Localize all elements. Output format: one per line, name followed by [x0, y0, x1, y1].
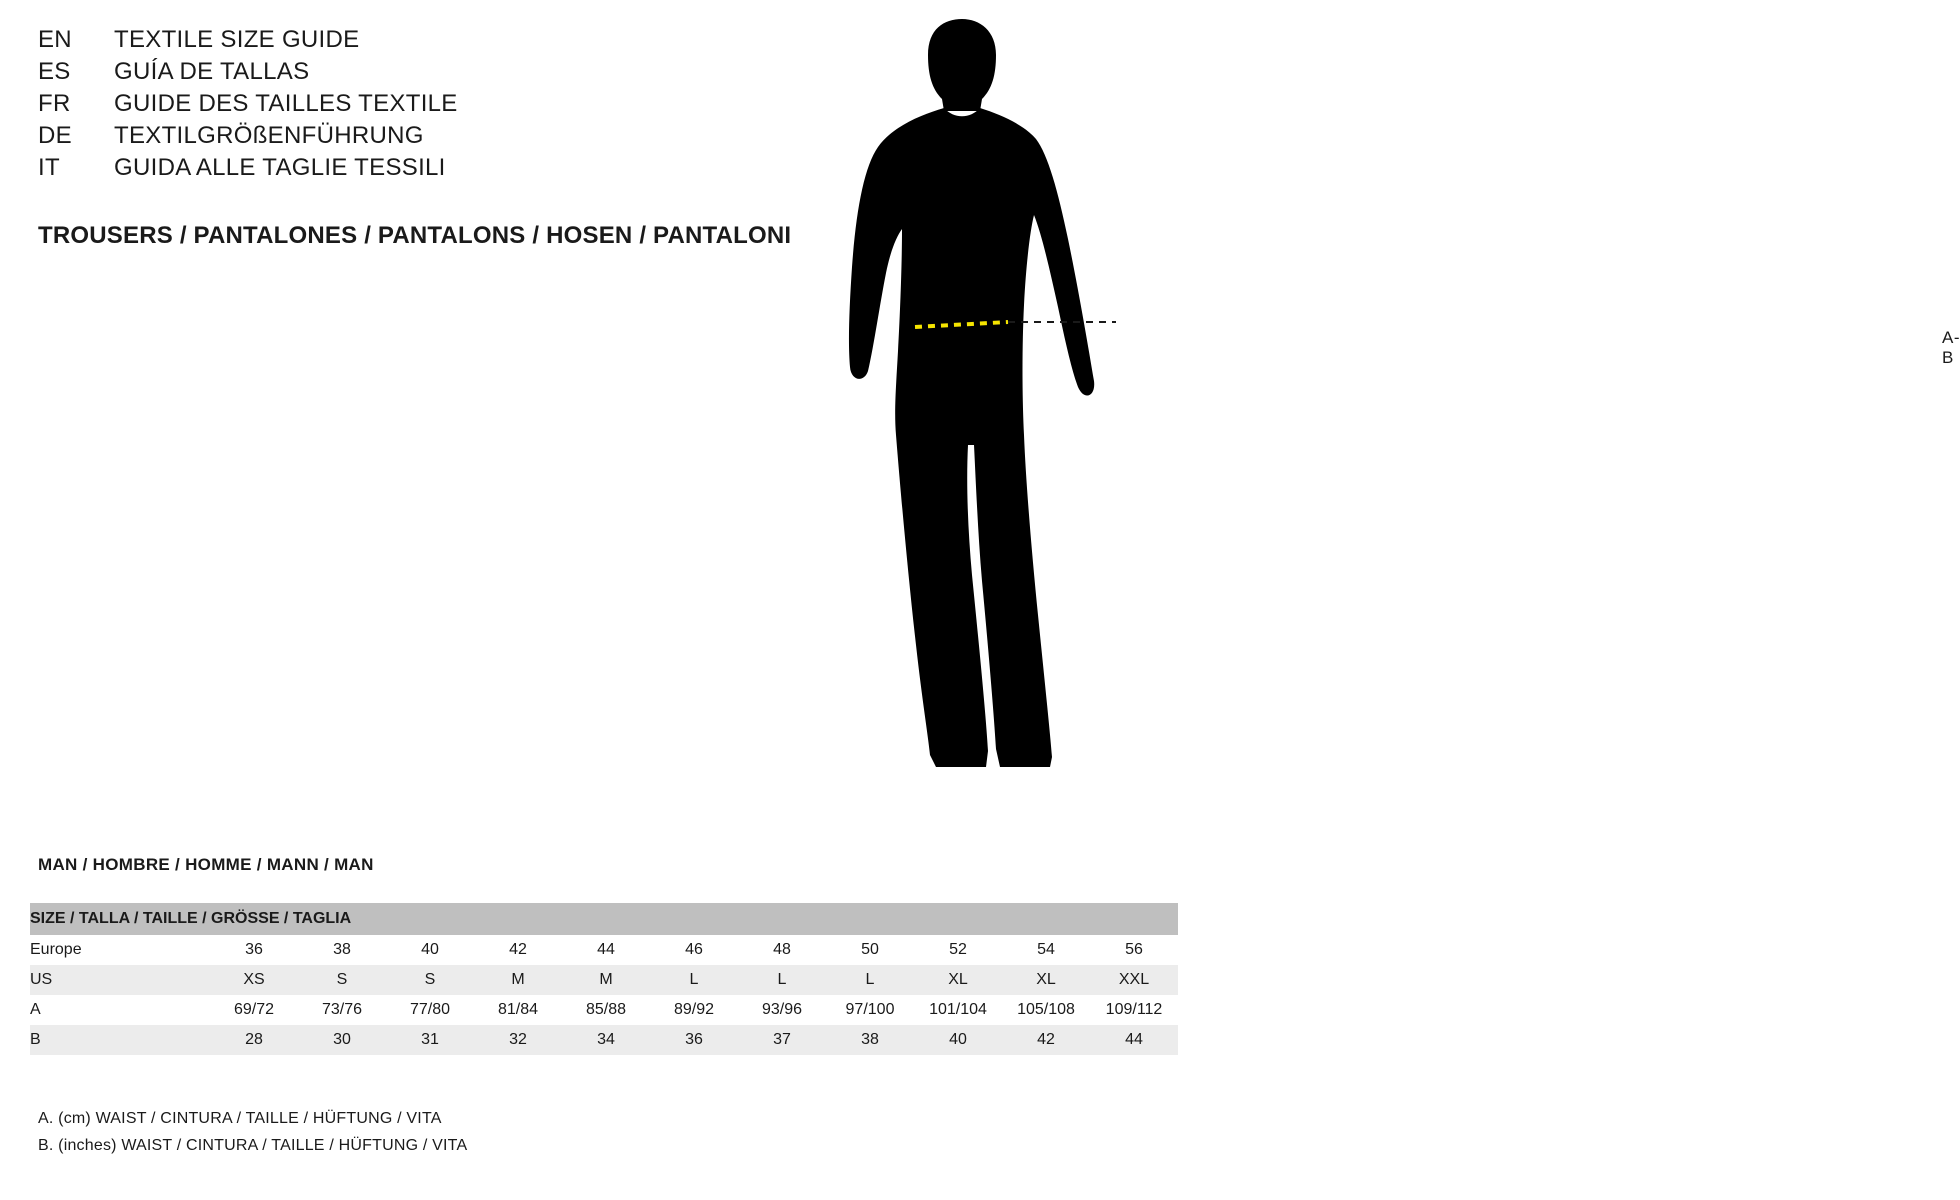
table-cell: 54 — [1002, 935, 1090, 965]
table-cell: S — [386, 965, 474, 995]
table-cell: 89/92 — [650, 995, 738, 1025]
table-cell: 30 — [298, 1025, 386, 1055]
table-cell: 46 — [650, 935, 738, 965]
table-cell: 38 — [826, 1025, 914, 1055]
table-row — [30, 995, 1178, 1025]
language-title: TEXTILGRÖßENFÜHRUNG — [114, 122, 424, 149]
table-cell: 85/88 — [562, 995, 650, 1025]
language-title: GUIDA ALLE TAGLIE TESSILI — [114, 154, 446, 181]
language-title: GUÍA DE TALLAS — [114, 58, 310, 85]
language-header-block — [38, 26, 818, 186]
table-cell: 44 — [1090, 1025, 1178, 1055]
table-cell: M — [474, 965, 562, 995]
language-row — [38, 90, 818, 122]
table-cell: 101/104 — [914, 995, 1002, 1025]
table-cell: 69/72 — [210, 995, 298, 1025]
table-cell: M — [562, 965, 650, 995]
table-row — [30, 965, 1178, 995]
row-label: US — [30, 965, 210, 995]
table-cell: L — [738, 965, 826, 995]
table-cell: 42 — [474, 935, 562, 965]
table-cell: 40 — [914, 1025, 1002, 1055]
language-code: IT — [38, 154, 60, 181]
table-section-title: MAN / HOMBRE / HOMME / MANN / MAN — [38, 855, 374, 874]
language-row — [38, 26, 818, 58]
table-cell: 31 — [386, 1025, 474, 1055]
language-row — [38, 58, 818, 90]
language-row — [38, 154, 818, 186]
table-cell: XL — [914, 965, 1002, 995]
size-table — [30, 903, 1178, 1055]
table-cell: 109/112 — [1090, 995, 1178, 1025]
table-cell: 93/96 — [738, 995, 826, 1025]
table-cell: XS — [210, 965, 298, 995]
footnote-a: A. (cm) WAIST / CINTURA / TAILLE / HÜFTUNG / VITA — [38, 1110, 442, 1127]
garment-type-title: TROUSERS / PANTALONES / PANTALONS / HOSEN / PANTALONI — [38, 222, 792, 249]
language-code: ES — [38, 58, 71, 85]
table-cell: 56 — [1090, 935, 1178, 965]
row-label: B — [30, 1025, 210, 1055]
table-cell: 44 — [562, 935, 650, 965]
footnotes-block — [38, 1110, 467, 1164]
language-title: GUIDE DES TAILLES TEXTILE — [114, 90, 458, 117]
table-cell: 52 — [914, 935, 1002, 965]
table-cell: 48 — [738, 935, 826, 965]
language-code: EN — [38, 26, 72, 53]
table-header-label: SIZE / TALLA / TAILLE / GRÖSSE / TAGLIA — [30, 903, 1178, 935]
table-cell: 50 — [826, 935, 914, 965]
table-cell: L — [650, 965, 738, 995]
table-cell: 37 — [738, 1025, 826, 1055]
measure-label-ab: A-B — [1942, 328, 1960, 367]
language-row — [38, 122, 818, 154]
table-cell: 34 — [562, 1025, 650, 1055]
table-row — [30, 935, 1178, 965]
table-cell: 77/80 — [386, 995, 474, 1025]
row-label: Europe — [30, 935, 210, 965]
table-cell: 42 — [1002, 1025, 1090, 1055]
table-cell: 97/100 — [826, 995, 914, 1025]
table-cell: 28 — [210, 1025, 298, 1055]
language-title: TEXTILE SIZE GUIDE — [114, 26, 360, 53]
table-cell: XXL — [1090, 965, 1178, 995]
row-label: A — [30, 995, 210, 1025]
table-cell: 40 — [386, 935, 474, 965]
table-cell: 36 — [650, 1025, 738, 1055]
table-cell: 81/84 — [474, 995, 562, 1025]
footnote-b: B. (inches) WAIST / CINTURA / TAILLE / HÜFTUNG / VITA — [38, 1137, 468, 1154]
table-cell: 36 — [210, 935, 298, 965]
table-cell: 73/76 — [298, 995, 386, 1025]
figure-area — [820, 15, 1960, 805]
table-cell: XL — [1002, 965, 1090, 995]
table-cell: 105/108 — [1002, 995, 1090, 1025]
table-cell: 38 — [298, 935, 386, 965]
table-row — [30, 1025, 1178, 1055]
table-cell: S — [298, 965, 386, 995]
table-cell: 32 — [474, 1025, 562, 1055]
language-code: FR — [38, 90, 71, 117]
language-code: DE — [38, 122, 72, 149]
table-cell: L — [826, 965, 914, 995]
table-header-row — [30, 903, 1178, 935]
male-silhouette-icon — [820, 15, 1200, 805]
